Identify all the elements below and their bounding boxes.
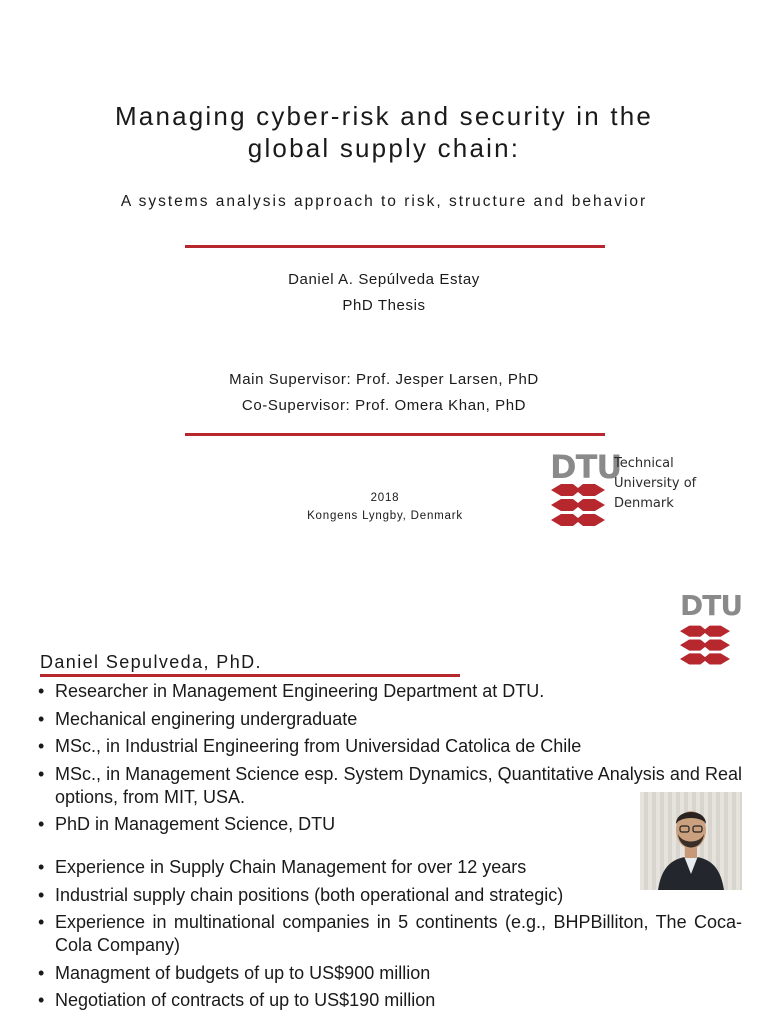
bio-bullet: • Experience in Supply Chain Management for over 12 years [38, 856, 742, 879]
title-line-2: global supply chain: [247, 133, 521, 163]
top-divider [185, 245, 605, 248]
bio-bullet: • Industrial supply chain positions (both operational and strategic) [38, 884, 742, 907]
location: Kongens Lyngby, Denmark [307, 510, 463, 522]
bio-bullet: • Negotiation of contracts of up to US$190 million [38, 989, 742, 1012]
bio-heading: Daniel Sepulveda, PhD. [40, 652, 262, 672]
bottom-divider [185, 433, 605, 436]
dtu-logo-small-word: DTU [680, 589, 743, 622]
bio-bullet-list [38, 680, 742, 1017]
dtu-diamond-small-icon [680, 625, 730, 667]
year: 2018 [370, 492, 400, 504]
bio-bullet: • MSc., in Industrial Engineering from Universidad Catolica de Chile [38, 735, 742, 758]
title-line-1: Managing cyber-risk and security in the [114, 101, 654, 131]
dtu-logo [550, 448, 622, 530]
bio-bullet: • Managment of budgets of up to US$900 million [38, 962, 742, 985]
dtu-diamond-icon [551, 484, 605, 528]
bio-bullet: • MSc., in Management Science esp. System Dynamics, Quantitative Analysis and Real options, from MIT, USA. [38, 763, 742, 809]
thesis-type: PhD Thesis [342, 297, 426, 314]
supervisor-block [0, 367, 768, 419]
portrait-icon [640, 792, 742, 890]
bio-heading-underline [40, 674, 460, 677]
thesis-title [0, 100, 768, 164]
thesis-subtitle: A systems analysis approach to risk, structure and behavior [120, 193, 648, 210]
dtu-logo-word: DTU [550, 448, 622, 486]
dtu-name-line-2: University of [614, 476, 697, 491]
dtu-university-name [614, 454, 696, 514]
dtu-logo-small [680, 589, 743, 670]
portrait-photo [640, 792, 742, 890]
co-supervisor: Co-Supervisor: Prof. Omera Khan, PhD [241, 397, 527, 414]
author-block [0, 267, 768, 319]
bio-bullet: • Experience in multinational companies in 5 continents (e.g., BHPBilliton, The Coca-Cola Company) [38, 911, 742, 957]
bio-bullet: • Researcher in Management Engineering Department at DTU. [38, 680, 742, 703]
dtu-name-line-3: Denmark [614, 496, 674, 511]
bio-bullet: • PhD in Management Science, DTU [38, 813, 742, 836]
main-supervisor: Main Supervisor: Prof. Jesper Larsen, PhD [229, 371, 539, 388]
place-block [270, 489, 500, 525]
author-name: Daniel A. Sepúlveda Estay [288, 271, 480, 288]
bio-bullet: • Mechanical enginering undergraduate [38, 708, 742, 731]
dtu-name-line-1: Technical [614, 456, 674, 471]
